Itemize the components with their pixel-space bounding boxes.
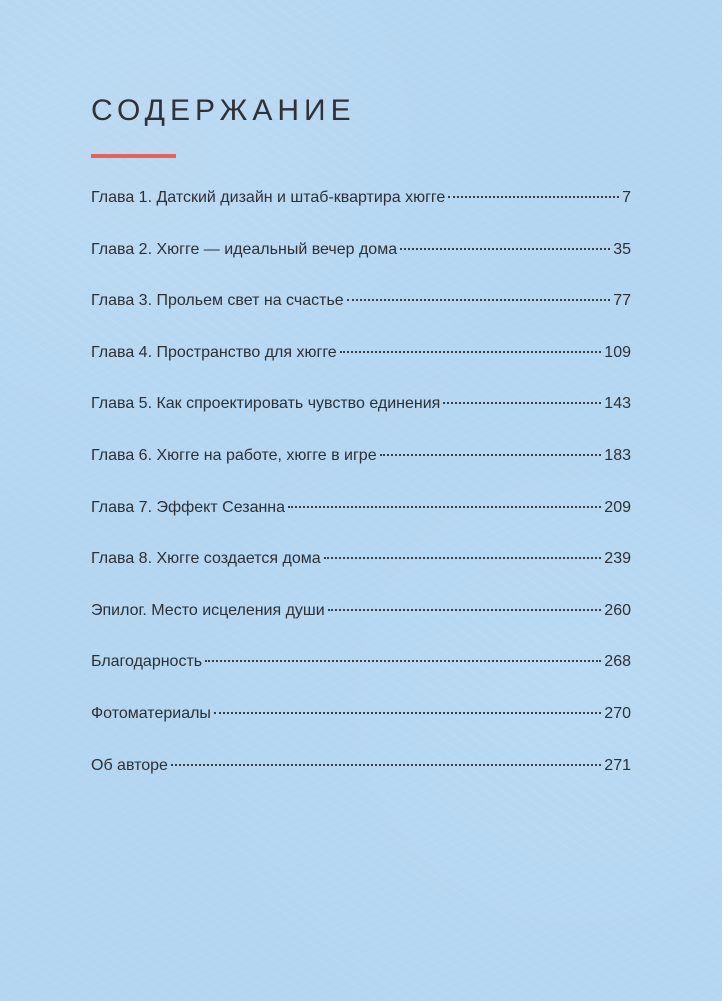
toc-leader-dots [328, 609, 602, 611]
toc-leader-dots [400, 248, 610, 250]
toc-entry [91, 752, 631, 804]
toc-page-number: 109 [604, 343, 631, 361]
title-underline [91, 154, 176, 158]
toc-entry-label: Глава 4. Пространство для хюгге [91, 343, 337, 361]
toc-entry [91, 700, 631, 752]
toc-leader-dots [171, 764, 601, 766]
toc-entry [91, 339, 631, 391]
toc-page-number: 239 [604, 550, 631, 568]
toc-page-number: 268 [604, 653, 631, 671]
toc-entry-label: Об авторе [91, 756, 168, 774]
toc-entry-label: Глава 8. Хюгге создается дома [91, 550, 321, 568]
toc-entry-label: Глава 3. Прольем свет на счастье [91, 292, 344, 310]
toc-entry-label: Глава 5. Как спроектировать чувство единения [91, 395, 441, 413]
toc-leader-dots [340, 351, 602, 353]
toc-entry [91, 287, 631, 339]
toc-entry [91, 236, 631, 288]
toc-entry-label: Глава 2. Хюгге — идеальный вечер дома [91, 240, 398, 258]
toc-page-number: 35 [613, 240, 631, 258]
toc-page-number: 183 [604, 446, 631, 464]
toc-page-number: 209 [604, 498, 631, 516]
toc-entry [91, 390, 631, 442]
toc-leader-dots [347, 299, 611, 301]
toc-entry [91, 494, 631, 546]
toc-entry [91, 597, 631, 649]
toc-entry-label: Глава 6. Хюгге на работе, хюгге в игре [91, 446, 377, 464]
toc-entry-label: Эпилог. Место исцеления души [91, 601, 325, 619]
page-title: СОДЕРЖАНИЕ [91, 94, 356, 127]
toc-page-number: 77 [613, 292, 631, 310]
toc-leader-dots [205, 660, 601, 662]
toc-page-number: 270 [604, 704, 631, 722]
toc-entry-label: Глава 1. Датский дизайн и штаб-квартира хюгге [91, 189, 446, 206]
toc-entry-label: Благодарность [91, 653, 203, 671]
toc-leader-dots [443, 402, 601, 404]
toc-page-number: 143 [604, 395, 631, 413]
toc-entry [91, 184, 631, 236]
toc-page-number: 7 [622, 189, 631, 206]
toc-leader-dots [380, 454, 602, 456]
toc-leader-dots [214, 712, 601, 714]
toc-leader-dots [448, 196, 619, 198]
toc-entry-label: Глава 7. Эффект Сезанна [91, 498, 286, 516]
toc-entry-label: Фотоматериалы [91, 704, 211, 722]
toc-leader-dots [324, 557, 602, 559]
toc-leader-dots [288, 506, 601, 508]
toc-entry [91, 442, 631, 494]
toc-entry [91, 545, 631, 597]
table-of-contents [91, 184, 631, 803]
toc-page-number: 260 [604, 601, 631, 619]
toc-entry [91, 648, 631, 700]
toc-page-number: 271 [604, 756, 631, 774]
